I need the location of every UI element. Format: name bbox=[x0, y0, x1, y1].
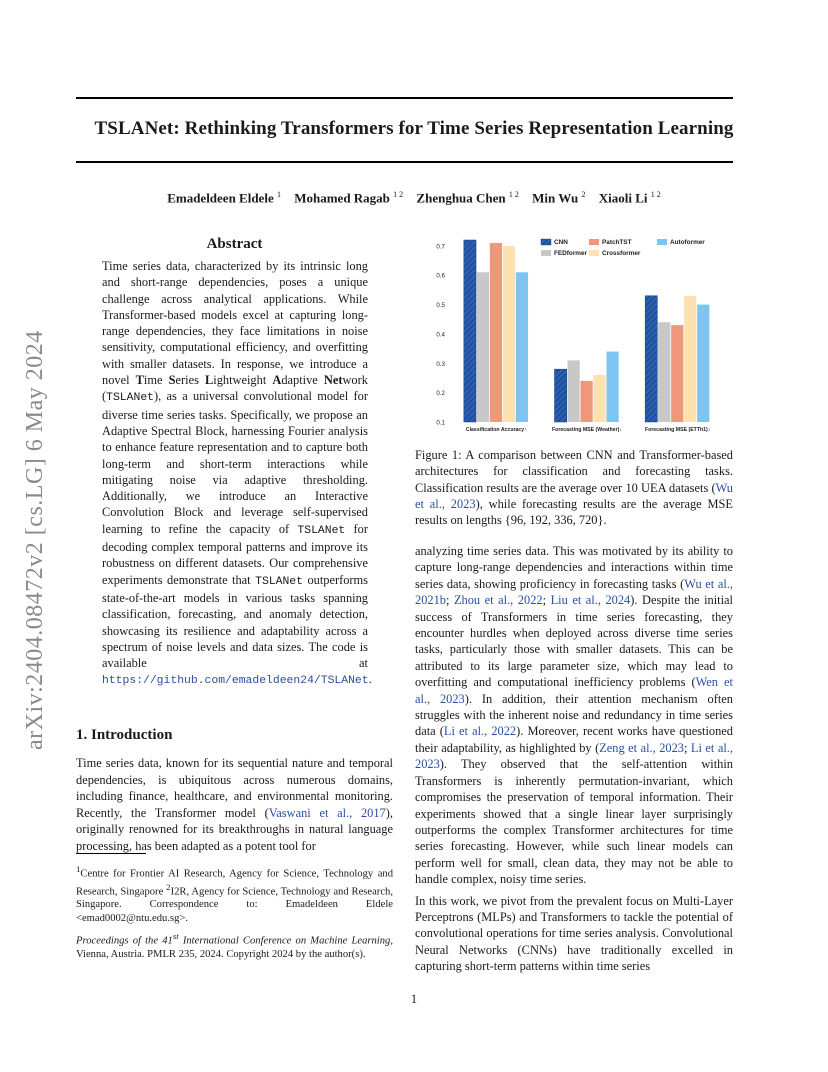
body-text: ; bbox=[445, 593, 454, 608]
y-tick-label: 0.4 bbox=[436, 331, 445, 339]
y-tick-label: 0.3 bbox=[436, 360, 445, 368]
author-affiliation: 1 2 bbox=[508, 190, 519, 199]
abstract-text-part: for decoding complex temporal patterns and improve its robustness on different datasets. Our comprehensive experiments demonstrate that bbox=[102, 521, 368, 587]
bar-fedformer bbox=[477, 272, 489, 422]
acronym-letter: T bbox=[135, 373, 144, 388]
intro-text-part: ), originally renowned for its breakthroughs in natural language processing, has been adapted as a potent tool for bbox=[76, 805, 393, 853]
legend-swatch bbox=[589, 250, 599, 256]
legend-swatch bbox=[657, 239, 667, 245]
y-tick-label: 0.7 bbox=[436, 243, 445, 251]
acronym-letter: S bbox=[168, 373, 176, 388]
abstract-text-part: work ( bbox=[102, 373, 368, 404]
author-name: Zhenghua Chen bbox=[416, 190, 506, 206]
body-paragraph: In this work, we pivot from the prevalent focus on Multi-Layer Perceptrons (MLPs) and Transformers to tackle the potential of convolutional operations for time series analysis. Convolutional Neural Networks (CNNs) have traditionally excelled in capturing short-term patterns within time series bbox=[415, 893, 733, 974]
footnote-text: Centre for Frontier AI Research, Agency for Science, Technology and Research, Singapore bbox=[76, 868, 393, 898]
body-text: ). In addition, their attention mechanism often struggles with the inherent noise and redundancy in time series data ( bbox=[415, 691, 733, 739]
caption-text: ), while forecasting results are the average MSE results on lengths {96, 192, 336, 720}. bbox=[415, 496, 733, 528]
section-heading-introduction: 1. Introduction bbox=[76, 727, 173, 743]
bar-autoformer bbox=[516, 272, 528, 422]
citation-link[interactable]: Zhou et al., 2022 bbox=[453, 593, 543, 608]
legend-label: CNN bbox=[554, 239, 568, 246]
bar-cnn bbox=[555, 369, 567, 422]
x-category-label: Forecasting MSE (ETTh1)↓ bbox=[644, 427, 711, 433]
body-paragraph bbox=[415, 543, 733, 888]
abstract-text bbox=[102, 258, 372, 690]
legend-label: PatchTST bbox=[602, 239, 632, 246]
author-list bbox=[0, 190, 828, 206]
bar-chart bbox=[415, 236, 733, 436]
body-text: ; bbox=[683, 740, 691, 755]
abstract-text-part: ightweight bbox=[213, 373, 273, 388]
bar-patchtst bbox=[581, 381, 593, 422]
paper-title: TSLANet: Rethinking Transformers for Time Series Representation Learning bbox=[94, 118, 734, 139]
legend-label: FEDformer bbox=[554, 250, 588, 257]
citation-link[interactable]: Zeng et al., 2023 bbox=[599, 740, 684, 755]
author-affiliation: 1 bbox=[276, 190, 281, 199]
citation-link[interactable]: Wu et al., 2021b bbox=[415, 576, 733, 608]
right-column-body bbox=[415, 543, 733, 980]
legend-label: Autoformer bbox=[670, 239, 705, 246]
citation-link[interactable]: Wu et al., 2023 bbox=[415, 480, 733, 511]
bar-fedformer bbox=[568, 360, 580, 422]
acronym-letter: L bbox=[205, 373, 214, 388]
footnote-marker: 1 bbox=[76, 864, 81, 874]
author-name: Emadeldeen Eldele bbox=[167, 190, 274, 206]
x-category-label: Forecasting MSE (Weather)↓ bbox=[552, 427, 622, 433]
code-model-name: TSLANet bbox=[106, 392, 154, 405]
legend-label: Crossformer bbox=[602, 250, 641, 257]
figure-1-caption bbox=[415, 447, 733, 528]
body-text: ). Despite the initial success of Transformers in time series forecasting, they encounter hurdles when deployed across diverse time series tasks, particularly those with smaller datasets. This can be attributed to its large parameter size, which may lead to overfitting and computational inefficiency problems ( bbox=[415, 593, 733, 690]
y-tick-label: 0.5 bbox=[436, 302, 445, 310]
body-text: analyzing time series data. This was motivated by its ability to capture long-range dependencies and interactions within time series data, showing proficiency in forecasting tasks ( bbox=[415, 544, 733, 591]
bar-autoformer bbox=[607, 352, 619, 422]
caption-text: Figure 1: A comparison between CNN and Transformer-based architectures for classification and forecasting tasks. Classification results are the average over 10 UEA datasets ( bbox=[415, 448, 733, 495]
abstract-heading: Abstract bbox=[206, 236, 263, 252]
citation-link[interactable]: Li et al., 2023 bbox=[415, 740, 733, 772]
x-category-label: Classification Accuracy↑ bbox=[465, 427, 527, 433]
author-name: Mohamed Ragab bbox=[294, 190, 390, 206]
proceedings-sup: st bbox=[172, 931, 179, 941]
proceedings-note bbox=[76, 930, 393, 961]
footnote-rule bbox=[76, 853, 146, 854]
title-rule-bottom bbox=[76, 161, 733, 163]
bar-crossformer bbox=[594, 375, 606, 422]
legend-swatch bbox=[589, 239, 599, 245]
bar-crossformer bbox=[684, 296, 696, 422]
bar-autoformer bbox=[697, 305, 709, 422]
bar-crossformer bbox=[503, 246, 515, 422]
github-link[interactable]: https://github.com/emadeldeen24/TSLANet bbox=[102, 675, 369, 688]
abstract-text-part: ime bbox=[143, 373, 169, 388]
bar-cnn bbox=[645, 296, 657, 422]
citation-link[interactable]: Vaswani et al., 2017 bbox=[268, 805, 386, 820]
code-model-name: TSLANet bbox=[255, 575, 303, 588]
intro-paragraph bbox=[76, 755, 393, 854]
footnote-text: I2R, Agency for Science, Technology and Research, Singapore. Correspondence to: Emadeldeen Eldele <emad0002@ntu.edu.sg>. bbox=[76, 886, 393, 924]
citation-link[interactable]: Liu et al., 2024 bbox=[550, 593, 631, 608]
citation-link[interactable]: Li et al., 2022 bbox=[443, 724, 517, 739]
bar-fedformer bbox=[658, 322, 670, 422]
figure-1-chart bbox=[415, 236, 733, 436]
body-text: ; bbox=[542, 593, 551, 608]
abstract-text-part: Time series data, characterized by its intrinsic long and short-range dependencies, poses a unique challenge across analytical applications. While Transformer-based models excel at capturing long-range dependencies, they face limitations in noise sensitivity, computational efficiency, and overfitting with smaller datasets. In response, we introduce a novel bbox=[102, 259, 368, 388]
acronym-letter: Net bbox=[323, 373, 343, 388]
bar-patchtst bbox=[490, 243, 502, 422]
bar-patchtst bbox=[671, 325, 683, 422]
citation-link[interactable]: Wen et al., 2023 bbox=[415, 675, 733, 706]
bar-cnn bbox=[464, 240, 476, 422]
abstract-text-part: ), as a universal convolutional model for diverse time series tasks. Specifically, we propose an Adaptive Spectral Block, harnessing Fourier analysis to enhance feature representation and to capture both long-term and short-term interactions while mitigating noise via adaptive thresholding. Additionally, we introduce an Interactive Convolution Block and leverage self-supervised learning to refine the capacity of bbox=[102, 389, 368, 536]
body-text: ). They observed that the self-attention within Transformers is inherently permutation-invariant, which compromises the preservation of temporal information. Their experiments showed that a single linear layer surprisingly outperforms the complex Transformer architectures for time series forecasting. However, while such linear models can perform well for small, clean data, they may not be able to handle complex, noisy time series. bbox=[415, 757, 733, 887]
y-tick-label: 0.6 bbox=[436, 272, 445, 280]
legend-swatch bbox=[541, 250, 551, 256]
arxiv-side-stamp: arXiv:2404.08472v2 [cs.LG] 6 May 2024 bbox=[22, 330, 48, 750]
code-model-name: TSLANet bbox=[297, 524, 346, 537]
proceedings-text: International Conference on Machine Learning bbox=[178, 935, 391, 947]
y-tick-label: 0.2 bbox=[436, 390, 445, 398]
intro-text-part: Time series data, known for its sequential nature and temporal dependencies, is ubiquitous across numerous domains, including finance, healthcare, and environmental monitoring. Recently, the Transformer model ( bbox=[76, 756, 393, 820]
author-affiliation: 2 bbox=[581, 190, 586, 199]
body-text: ). Moreover, recent works have questioned their adaptability, as highlighted by ( bbox=[415, 724, 733, 755]
author-name: Xiaoli Li bbox=[598, 190, 648, 206]
affiliation-footnote bbox=[76, 863, 393, 925]
footnote-marker: 2 bbox=[166, 881, 171, 892]
y-tick-label: 0.1 bbox=[436, 419, 445, 427]
author-name: Min Wu bbox=[532, 190, 579, 206]
author-affiliation: 1 2 bbox=[393, 190, 404, 199]
abstract-text-part: outperforms state-of-the-art models in various tasks spanning classification, forecasting, and anomaly detection, showcasing its resilience and adaptability across a spectrum of noise levels and data sizes. The code is available at bbox=[102, 572, 368, 671]
legend-swatch bbox=[541, 239, 551, 245]
abstract-text-part: . bbox=[368, 672, 372, 687]
author-affiliation: 1 2 bbox=[650, 190, 661, 199]
abstract-text-part: daptive bbox=[281, 373, 324, 388]
abstract-section bbox=[76, 236, 393, 690]
page-number: 1 bbox=[410, 992, 418, 1006]
acronym-letter: A bbox=[272, 373, 282, 388]
title-rule-top bbox=[76, 97, 733, 99]
proceedings-text: , Vienna, Austria. PMLR 235, 2024. Copyright 2024 by the author(s). bbox=[76, 935, 393, 960]
proceedings-text: Proceedings of the 41 bbox=[76, 935, 173, 947]
abstract-text-part: eries bbox=[175, 373, 205, 388]
